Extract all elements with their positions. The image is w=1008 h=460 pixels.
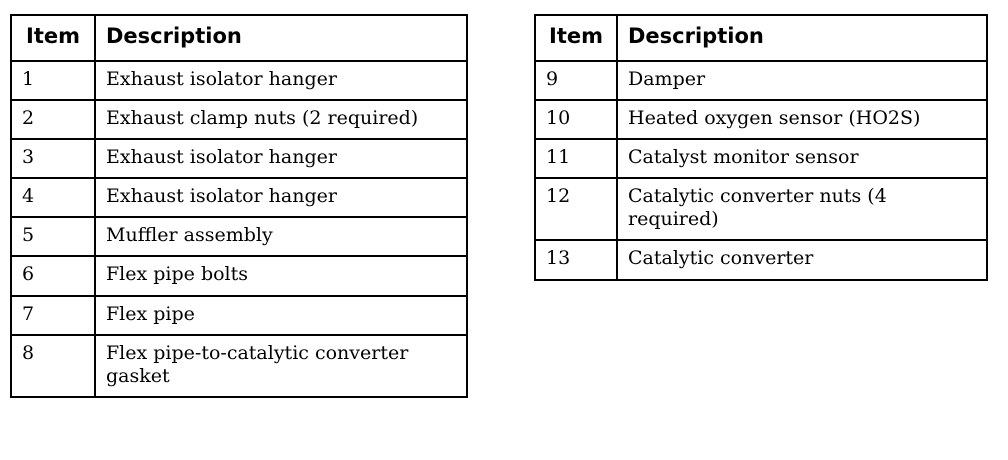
cell-description: Catalytic converter nuts (4 required) <box>617 178 987 240</box>
cell-description: Exhaust isolator hanger <box>95 61 467 100</box>
cell-item: 4 <box>11 178 95 217</box>
cell-item: 12 <box>535 178 617 240</box>
cell-description: Catalyst monitor sensor <box>617 139 987 178</box>
table-body-right <box>535 61 987 280</box>
table-header-left <box>11 15 467 61</box>
cell-item: 1 <box>11 61 95 100</box>
table-row <box>11 178 467 217</box>
cell-item: 11 <box>535 139 617 178</box>
cell-item: 5 <box>11 217 95 256</box>
table-row <box>535 61 987 100</box>
table-row <box>535 139 987 178</box>
column-header-description: Description <box>95 15 467 61</box>
table-row <box>535 240 987 279</box>
table-row <box>11 61 467 100</box>
column-header-description: Description <box>617 15 987 61</box>
cell-item: 7 <box>11 296 95 335</box>
cell-item: 10 <box>535 100 617 139</box>
cell-description: Damper <box>617 61 987 100</box>
cell-description: Catalytic converter <box>617 240 987 279</box>
cell-description: Muffler assembly <box>95 217 467 256</box>
cell-description: Flex pipe-to-catalytic converter gasket <box>95 335 467 397</box>
cell-item: 2 <box>11 100 95 139</box>
table-row <box>11 139 467 178</box>
cell-item: 6 <box>11 256 95 295</box>
table-header-row <box>11 15 467 61</box>
table-row <box>11 217 467 256</box>
cell-item: 8 <box>11 335 95 397</box>
cell-item: 13 <box>535 240 617 279</box>
table-header-right <box>535 15 987 61</box>
table-row <box>11 335 467 397</box>
cell-description: Heated oxygen sensor (HO2S) <box>617 100 987 139</box>
table-row <box>11 256 467 295</box>
column-header-item: Item <box>11 15 95 61</box>
cell-item: 3 <box>11 139 95 178</box>
table-row <box>535 100 987 139</box>
cell-description: Exhaust isolator hanger <box>95 178 467 217</box>
cell-description: Flex pipe <box>95 296 467 335</box>
cell-item: 9 <box>535 61 617 100</box>
cell-description: Exhaust clamp nuts (2 required) <box>95 100 467 139</box>
table-body-left <box>11 61 467 398</box>
table-row <box>11 296 467 335</box>
table-header-row <box>535 15 987 61</box>
column-header-item: Item <box>535 15 617 61</box>
parts-table-left <box>10 14 468 398</box>
cell-description: Exhaust isolator hanger <box>95 139 467 178</box>
cell-description: Flex pipe bolts <box>95 256 467 295</box>
table-row <box>11 100 467 139</box>
parts-table-right <box>534 14 988 281</box>
table-row <box>535 178 987 240</box>
